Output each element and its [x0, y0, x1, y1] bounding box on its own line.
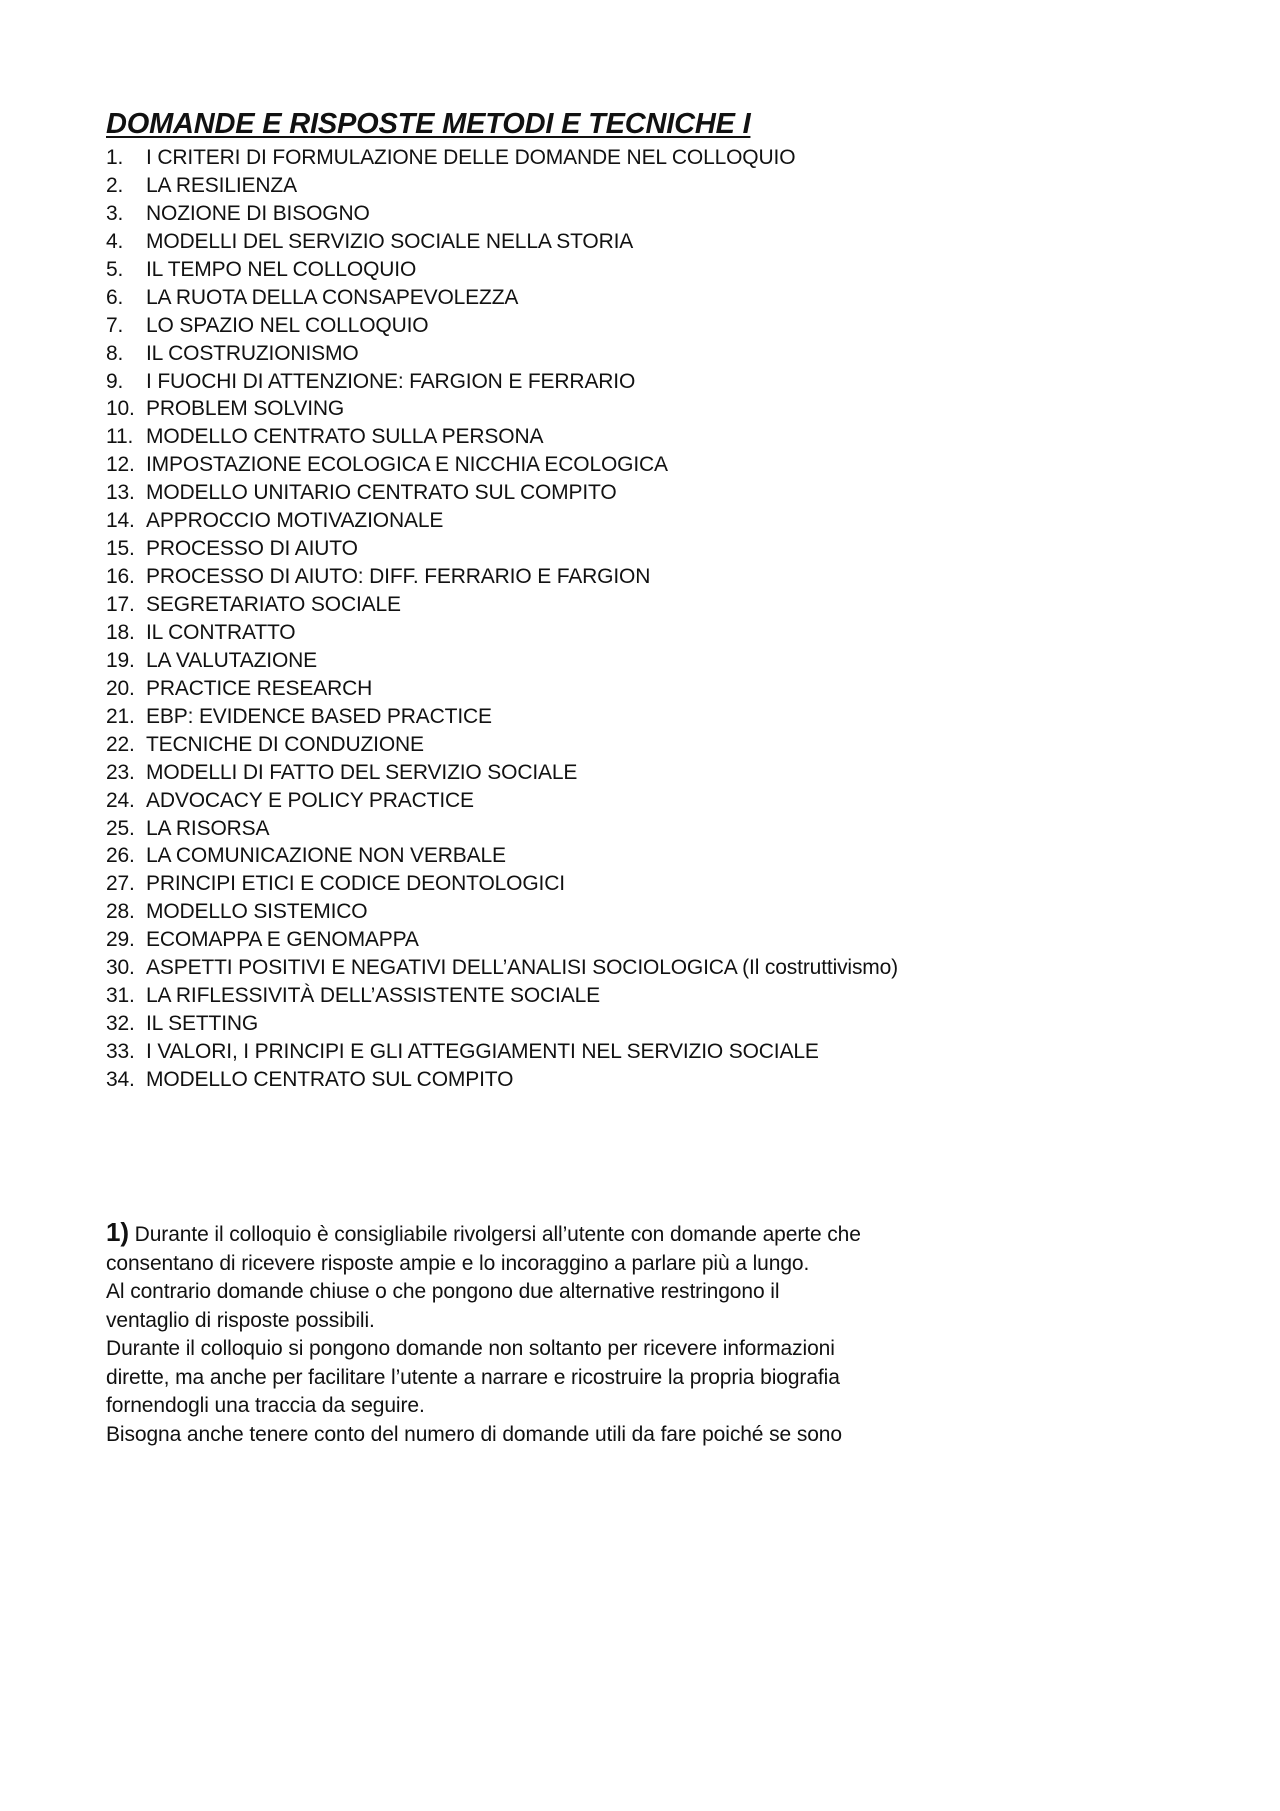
- answer-line: ventaglio di risposte possibili.: [106, 1308, 375, 1332]
- toc-item: [106, 731, 898, 759]
- toc-text: IL CONTRATTO: [146, 620, 296, 644]
- toc-item: [106, 563, 898, 591]
- toc-text: IL TEMPO NEL COLLOQUIO: [146, 257, 417, 281]
- toc-item: [106, 591, 898, 619]
- answer-1: [106, 1218, 1006, 1449]
- toc-number: 32.: [106, 1012, 135, 1036]
- toc-text: MODELLI DEL SERVIZIO SOCIALE NELLA STORIA: [146, 229, 634, 253]
- toc-number: 26.: [106, 844, 135, 868]
- toc-item: [106, 787, 898, 815]
- answer-line: Durante il colloquio si pongono domande non soltanto per ricevere informazioni: [106, 1337, 835, 1360]
- toc-number: 19.: [106, 648, 135, 672]
- toc-item: [106, 535, 898, 563]
- toc-number: 4.: [106, 229, 124, 253]
- toc-text: EBP: EVIDENCE BASED PRACTICE: [146, 704, 492, 728]
- toc-number: 31.: [106, 984, 135, 1008]
- toc-number: 29.: [106, 928, 135, 952]
- toc-item: [106, 423, 898, 451]
- toc-text: LO SPAZIO NEL COLLOQUIO: [146, 313, 429, 337]
- toc-number: 14.: [106, 509, 135, 533]
- answer-line: Al contrario domande chiuse o che pongono due alternative restringono il: [106, 1280, 780, 1303]
- toc-text: NOZIONE DI BISOGNO: [146, 201, 370, 225]
- toc-text: MODELLO UNITARIO CENTRATO SUL COMPITO: [146, 481, 617, 505]
- toc-text: SEGRETARIATO SOCIALE: [146, 593, 401, 616]
- toc-number: 5.: [106, 257, 124, 281]
- toc-text: ASPETTI POSITIVI E NEGATIVI DELL’ANALISI SOCIOLOGICA: [146, 956, 737, 980]
- toc-text: IMPOSTAZIONE ECOLOGICA E NICCHIA ECOLOGICA: [146, 453, 668, 477]
- toc-number: 25.: [106, 816, 135, 840]
- toc-note: (Il costruttivismo): [736, 956, 899, 980]
- toc-item: [106, 1038, 898, 1066]
- toc-text: LA RISORSA: [146, 816, 270, 840]
- toc-number: 33.: [106, 1040, 135, 1063]
- toc-text: PROBLEM SOLVING: [146, 397, 345, 421]
- toc-number: 8.: [106, 341, 124, 365]
- toc-item: [106, 144, 898, 172]
- toc-text: PROCESSO DI AIUTO: DIFF. FERRARIO E FARGION: [146, 565, 651, 589]
- toc-number: 1.: [106, 146, 124, 169]
- toc-item: [106, 815, 898, 843]
- toc-text: I VALORI, I PRINCIPI E GLI ATTEGGIAMENTI NEL SERVIZIO SOCIALE: [146, 1040, 819, 1063]
- toc-item: [106, 1010, 898, 1038]
- toc-item: [106, 507, 898, 535]
- toc-text: MODELLO CENTRATO SULLA PERSONA: [146, 425, 544, 449]
- toc-text: IL COSTRUZIONISMO: [146, 341, 359, 365]
- toc-number: 20.: [106, 676, 135, 700]
- toc-text: PRINCIPI ETICI E CODICE DEONTOLOGICI: [146, 872, 565, 896]
- toc-number: 16.: [106, 565, 135, 589]
- toc-number: 9.: [106, 369, 124, 393]
- toc-text: MODELLI DI FATTO DEL SERVIZIO SOCIALE: [146, 760, 578, 784]
- toc-item: [106, 395, 898, 423]
- toc-item: [106, 312, 898, 340]
- toc-number: 6.: [106, 285, 124, 309]
- answer-text: Durante il colloquio è consigliabile rivolgersi all’utente con domande aperte che: [128, 1223, 861, 1246]
- toc-text: MODELLO SISTEMICO: [146, 900, 368, 924]
- toc-text: MODELLO CENTRATO SUL COMPITO: [146, 1067, 514, 1091]
- toc-text: TECNICHE DI CONDUZIONE: [146, 732, 424, 756]
- toc-item: [106, 1066, 898, 1094]
- toc-number: 15.: [106, 537, 135, 561]
- table-of-contents: [106, 144, 898, 1094]
- toc-item: [106, 647, 898, 675]
- toc-text: LA RUOTA DELLA CONSAPEVOLEZZA: [146, 285, 519, 309]
- toc-text: IL SETTING: [146, 1012, 259, 1036]
- toc-item: [106, 368, 898, 396]
- answer-line: [106, 1218, 1006, 1250]
- toc-number: 13.: [106, 481, 135, 505]
- toc-text: PROCESSO DI AIUTO: [146, 537, 358, 561]
- toc-number: 23.: [106, 760, 135, 784]
- toc-text: I FUOCHI DI ATTENZIONE: FARGION E FERRARIO: [146, 369, 636, 393]
- toc-number: 27.: [106, 872, 135, 896]
- toc-item: [106, 340, 898, 368]
- toc-number: 2.: [106, 173, 124, 197]
- answer-line: fornendogli una traccia da seguire.: [106, 1394, 425, 1417]
- toc-item: [106, 200, 898, 228]
- toc-item: [106, 759, 898, 787]
- toc-number: 28.: [106, 900, 135, 924]
- toc-item: [106, 675, 898, 703]
- toc-item: [106, 898, 898, 926]
- toc-item: [106, 926, 898, 954]
- toc-item: [106, 172, 898, 200]
- toc-item: [106, 284, 898, 312]
- document-title: DOMANDE E RISPOSTE METODI E TECNICHE I: [106, 108, 751, 140]
- toc-text: I CRITERI DI FORMULAZIONE DELLE DOMANDE NEL COLLOQUIO: [146, 146, 796, 169]
- toc-item: [106, 703, 898, 731]
- toc-text: PRACTICE RESEARCH: [146, 676, 373, 700]
- toc-item: [106, 479, 898, 507]
- toc-text: ADVOCACY E POLICY PRACTICE: [146, 788, 474, 812]
- toc-number: 30.: [106, 956, 135, 980]
- toc-text: APPROCCIO MOTIVAZIONALE: [146, 509, 444, 533]
- toc-number: 24.: [106, 788, 135, 812]
- answer-line: consentano di ricevere risposte ampie e lo incoraggino a parlare più a lungo.: [106, 1251, 810, 1275]
- toc-item: [106, 256, 898, 284]
- toc-number: 18.: [106, 620, 135, 644]
- toc-text: LA RIFLESSIVITÀ DELL’ASSISTENTE SOCIALE: [146, 984, 600, 1008]
- toc-number: 11.: [106, 425, 134, 449]
- toc-item: [106, 954, 898, 982]
- toc-text: LA COMUNICAZIONE NON VERBALE: [146, 844, 506, 868]
- toc-number: 12.: [106, 453, 135, 477]
- toc-number: 7.: [106, 313, 124, 337]
- toc-item: [106, 982, 898, 1010]
- answer-line: dirette, ma anche per facilitare l’utente a narrare e ricostruire la propria biografia: [106, 1365, 840, 1389]
- toc-text: LA VALUTAZIONE: [146, 648, 318, 672]
- toc-number: 21.: [106, 704, 135, 728]
- toc-number: 22.: [106, 732, 135, 756]
- toc-text: ECOMAPPA E GENOMAPPA: [146, 928, 419, 952]
- toc-number: 10.: [106, 397, 135, 421]
- toc-item: [106, 870, 898, 898]
- toc-item: [106, 451, 898, 479]
- toc-number: 34.: [106, 1067, 135, 1091]
- toc-item: [106, 619, 898, 647]
- toc-number: 17.: [106, 593, 135, 616]
- toc-item: [106, 842, 898, 870]
- toc-number: 3.: [106, 201, 124, 225]
- toc-item: [106, 228, 898, 256]
- answer-number: 1): [106, 1217, 129, 1247]
- answer-line: Bisogna anche tenere conto del numero di domande utili da fare poiché se sono: [106, 1422, 842, 1446]
- toc-text: LA RESILIENZA: [146, 173, 297, 197]
